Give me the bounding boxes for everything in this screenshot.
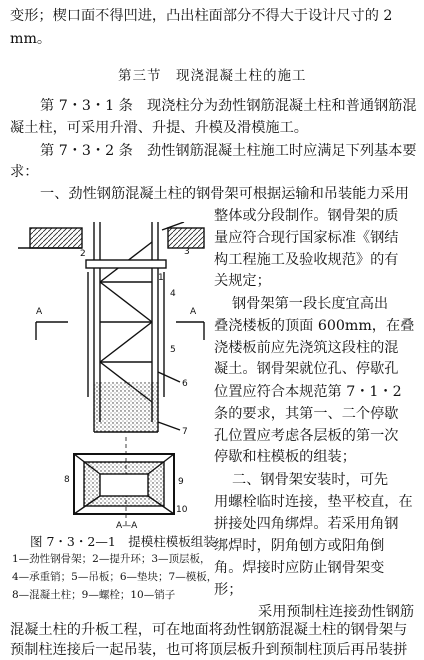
text-line-11: 构工程施工及验收规范》的有 (214, 252, 399, 268)
callout-9: 9 (178, 477, 184, 487)
callout-10: 10 (176, 505, 188, 515)
text-line-1: 变形；楔口面不得凹进，凸出柱面部分不得大于设计尺寸的 2 (10, 8, 393, 24)
section-caption: A—A (116, 521, 138, 531)
text-line-13: 钢骨架第一段长度宜高出 (232, 296, 389, 312)
text-line-17: 位置应符合本规范第 7・1・2 (214, 384, 402, 400)
text-line-12: 关规定； (214, 273, 271, 289)
text-line-6: 第 7・3・2 条 劲性钢筋混凝土柱施工时应满足下列基本要 (40, 143, 417, 159)
text-line-18: 条的要求，其第一、二个停歇 (214, 406, 399, 422)
section-title: 第三节 现浇混凝土柱的施工 (118, 68, 307, 84)
text-line-28: 混凝土柱的升板工程，可在地面将劲性钢筋混凝土柱的钢骨架与 (10, 622, 408, 638)
figure-drawing (8, 222, 208, 532)
text-line-21: 二、钢骨架安装时，可先 (232, 472, 389, 488)
text-line-20: 停歇和柱模板的组装； (214, 449, 356, 465)
text-line-24: 绑焊时，阴角刨方或阳角倒 (214, 538, 385, 554)
figure-legend-3: 8—混凝土柱；9—螺栓；10—销子 (12, 589, 176, 601)
text-line-9: 整体或分段制作。钢骨架的质 (214, 208, 399, 224)
text-line-23: 拼接处四角绑焊。若采用角钢 (214, 516, 399, 532)
callout-4: 4 (170, 289, 176, 299)
text-line-7: 求： (10, 164, 39, 180)
text-line-25: 角。焊接时应防止钢骨架变 (214, 560, 385, 576)
text-line-14: 叠浇楼板的顶面 600mm，在叠 (214, 318, 415, 334)
text-line-4: 第 7・3・1 条 现浇柱分为劲性钢筋混凝土柱和普通钢筋混 (40, 98, 417, 114)
text-line-22: 用螺栓临时连接，垫平校直，在 (214, 494, 413, 510)
figure-column-formwork (8, 222, 208, 532)
section-label-right: A (190, 307, 197, 317)
text-line-16: 凝土。钢骨架就位孔、停歇孔 (214, 361, 399, 377)
callout-1: 1 (158, 273, 164, 283)
callout-3: 3 (184, 247, 190, 257)
figure-legend-2: 4—承重销；5—吊板；6—垫块；7—模板， (12, 571, 218, 583)
callout-2: 2 (80, 249, 86, 259)
section-label-left: A (36, 307, 43, 317)
callout-5: 5 (170, 345, 176, 355)
text-line-5: 凝土柱，可采用升滑、升提、升模及滑模施工。 (10, 120, 308, 136)
text-line-19: 孔位置应考虑各层板的第一次 (214, 428, 399, 444)
figure-legend-1: 1—劲性钢骨架；2—提升环；3—顶层板， (12, 553, 211, 565)
callout-7: 7 (182, 427, 188, 437)
text-line-27: 采用预制柱连接劲性钢筋 (258, 604, 415, 620)
text-line-8: 一、劲性钢筋混凝土柱的钢骨架可根据运输和吊装能力采用 (40, 186, 409, 202)
text-line-10: 量应符合现行国家标准《钢结 (214, 230, 399, 246)
callout-6: 6 (182, 379, 188, 389)
text-line-2: mm。 (10, 31, 52, 47)
text-line-29: 预制柱连接后一起吊装，也可将顶层板升到预制柱顶后再吊装拼 (10, 642, 408, 658)
figure-caption: 图 7・3・2—1 提模柱模板组装 (30, 534, 216, 549)
text-line-15: 浇楼板前应先浇筑这段柱的混 (214, 340, 399, 356)
text-line-26: 形； (214, 582, 243, 598)
callout-8: 8 (64, 475, 70, 485)
